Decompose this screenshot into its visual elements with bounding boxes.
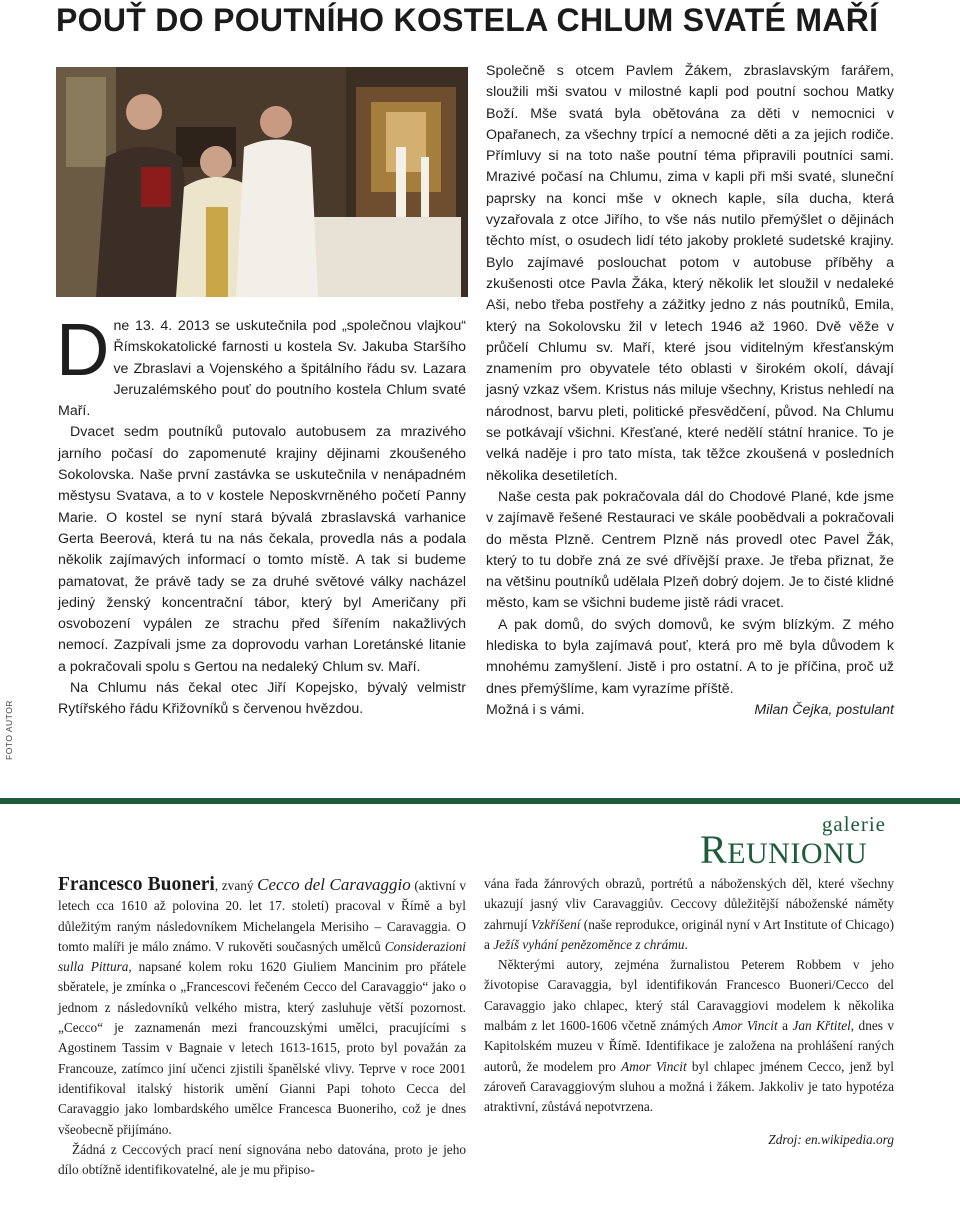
section-divider: [0, 798, 960, 804]
logo-initial: R: [700, 827, 728, 872]
photo-credit: FOTO AUTOR: [4, 700, 14, 760]
text-span: , napsané kolem roku 1620 Giuliem Mancinim pro přátele sběratele, je zmínka o „Francescovi řečeném Cecco del Caravaggio“ jako o jednom z následovníků velkého mistra, který zasluhuje větší pozornost. „Cecco“ je zaznamenán mezi francouzskými umělci, pracujícími s Agostinem Tassim v Bagnaie v letech 1613-1615, proto byl považán za Francouze, zatímco jiní učenci zjistili španělské vlivy. Teprve v roce 2001 identifikoval italský historik umění Gianni Papi tohoto Cecca del Caravaggio jako lombardského umělce Francesca Buoneriho, což je dnes všeobecně přijímáno.: [58, 959, 466, 1137]
text-span: a: [777, 1018, 793, 1034]
text-span: (naše reprodukce, originál nyní v Art Institute of Chicago) a: [484, 916, 894, 952]
galerie-paragraph: Žádná z Ceccových prací není signována nebo datována, proto je jeho dílo obtížně identifikovatelné, ale je mu připiso-: [58, 1141, 466, 1178]
text-span: byl chlapec jménem Cecco, jenž byl zároveň Caravaggiovým sluhou a možná i žákem. Jakkoliv je tato hypotéza atraktivní, zůstává nepotvrzena.: [484, 1058, 894, 1115]
article-left-column: [56, 308, 466, 721]
artwork-title: Amor Vincit: [712, 1018, 778, 1034]
drop-cap: D: [56, 308, 110, 391]
galerie-right-column: [484, 874, 894, 1150]
article-photo: [56, 67, 468, 297]
artwork-title: Amor Vincit: [621, 1058, 687, 1074]
paragraph-text: ne 13. 4. 2013 se uskutečnila pod „společnou vlajkou“ Římskokatolické farnosti u kostela Sv. Jakuba Staršího ve Zbraslavi a Vojenského a špitálního řádu sv. Lazara Jeruzalémského pouť do poutního kostela Chlum svaté Maří.: [58, 318, 466, 420]
article-paragraph: Na Chlumu nás čekal otec Jiří Kopejsko, bývalý velmistr Rytířského řádu Křižovníků s červenou hvězdou.: [58, 680, 466, 718]
article-paragraph: [56, 308, 466, 422]
artist-name: Francesco Buoneri: [58, 874, 215, 895]
source-citation: Zdroj: en.wikipedia.org: [768, 1131, 894, 1147]
article-paragraph: Společně s otcem Pavlem Žákem, zbraslavským farářem, sloužili mši svatou v milostné kapli pod poutní sochou Matky Boží. Mše svatá byla obětována za děti v nemocnici v Opařanech, za všechny trpící a nemocné děti a za jejich rodiče. Přímluvy si na toto naše poutní téma připravili poutníci sami. Mrazivé počasí na Chlumu, zima v kapli při mši svaté, sluneční paprsky na konci mše v oknech kaple, síla ducha, která vyzařovala z otce Jiřího, to vše nás nutilo přemýšlet o dějinách těchto míst, o osudech lidí této jakoby prokleté sudetské krajiny. Bylo zajímavé poslouchat potom v autobuse příběhy a zkušenosti otce Pavla Žáka, který několik let sloužil v nedaleké Aši, nebo třeba postřehy a zážitky jedno z nás poutníků, Emila, který na Sokolovsku žil v letech 1946 až 1960. Dvě věže v průčelí Chlumu sv. Maří, které jsou viditelným křesťanským znamením pro obyvatele této oblasti v širokém okolí, dávají jasný vzkaz všem. Kristus nás miluje všechny, Kristus nehledí na národnost, barvu pleti, politické přesvědčení, původ. Na Chlumu se potkávají všichni. Křesťané, které nedělí státní hranice. To je velká naděje i pro tato místa, tak těžce zkoušená v posledních několika desetiletích.: [486, 63, 894, 484]
text-span: vána řada žánrových obrazů, portrétů a náboženských děl, které všechny ukazují jasný vliv Caravaggiův. Ceccovy důležitější náboženské náměty zahrnují: [484, 876, 894, 932]
artwork-title: Jan Křtitel: [792, 1018, 851, 1034]
article-paragraph: A pak domů, do svých domovů, ke svým blízkým. Z mého hlediska to byla zajímavá pouť, která pro mě byla důvodem k mnohému zamyšlení. Jistě i pro ostatní. A to je příčina, proč už dnes přemýšlíme, kam vyrazíme příště.: [486, 616, 894, 697]
galerie-paragraph: [58, 875, 466, 1140]
article-headline: POUŤ DO POUTNÍHO KOSTELA CHLUM SVATÉ MAŘÍ: [56, 2, 879, 38]
signature-line: [486, 700, 894, 721]
artwork-title: Ježíš vyhání penězoměnce z chrámu: [493, 936, 685, 952]
galerie-left-column: [58, 875, 466, 1180]
artist-alias: Cecco del Caravaggio: [257, 875, 411, 894]
closing-text: Možná i s vámi.: [486, 701, 585, 718]
article-paragraph: Dvacet sedm poutníků putovalo autobusem za mrazivého jarního počasí do zapomenuté krajiny dějinami zkoušeného Sokolovska. Naše první zastávka se uskutečnila v nenápadném městysu Svatava, a to v kostele Neposkvrněného početí Panny Marie. O kostel se nyní stará bývalá zbraslavská varhanice Gerta Beerová, která tu na nás čekala, provedla nás a podala několik zajímavých informací o tomto místě. A tak si budeme pamatovat, že právě tady se za druhé světové války nacházel jediný ženský koncentrační tábor, který byl Američany při osvobození vypálen ze strachu před šířením nakažlivých nemocí. Zazpívali jsme za doprovodu varhan Loretánské litanie a pokračovali spolu s Gertou na nedaleký Chlum sv. Maří.: [58, 424, 466, 675]
logo-small-text: galerie: [821, 812, 886, 836]
galerie-paragraph: [484, 874, 894, 955]
galerie-paragraph: [484, 955, 894, 1117]
logo-big-text: [700, 826, 867, 873]
church-photo-illustration: [56, 67, 468, 297]
text-span: , zvaný: [214, 878, 258, 893]
article-right-column: [486, 61, 894, 721]
text-span: Některými autory, zejména žurnalistou Peterem Robbem v jeho životopise Caravaggia, byl identifikován Francesco Buoneri/Cecco del Caravaggio jako chlapec, který stál Caravaggiovi modelem k několika malbám z let 1600-1606 včetně známých: [484, 957, 894, 1034]
book-title: Considerazioni sulla Pittura: [58, 938, 466, 975]
artwork-title: Vzkříšení: [530, 916, 581, 932]
galerie-reunionu-logo: [700, 812, 890, 872]
article-paragraph: Naše cesta pak pokračovala dál do Chodové Plané, kde jsme v zajímavě řešené Restauraci ve skále poobědvali a pokračovali do města Plzně. Centrem Plzně nás provedl otec Pavel Žák, který to tu dobře zná ze své dřívější praxe. Je třeba přiznat, že na většinu poutníků udělala Plzeň dobrý dojem. Je to čisté klidné město, kam se všichni budeme jistě rádi vracet.: [486, 488, 894, 612]
text-span: (aktivní v letech cca 1610 až polovina 20. let 17. století) pracoval v Římě a byl důležitým raným následovníkem Michelangela Merisiho – Caravaggia. O tomto malíři je málo známo. V rukověti současných umělců: [58, 878, 467, 954]
text-span: , dnes v Kapitolském muzeu v Římě. Identifikace je založena na prohlášení raných autorů, že modelem pro: [484, 1018, 895, 1074]
logo-rest: EUNIONU: [727, 837, 868, 870]
author-signature: Milan Čejka, postulant: [754, 701, 894, 718]
text-span: .: [684, 936, 688, 952]
